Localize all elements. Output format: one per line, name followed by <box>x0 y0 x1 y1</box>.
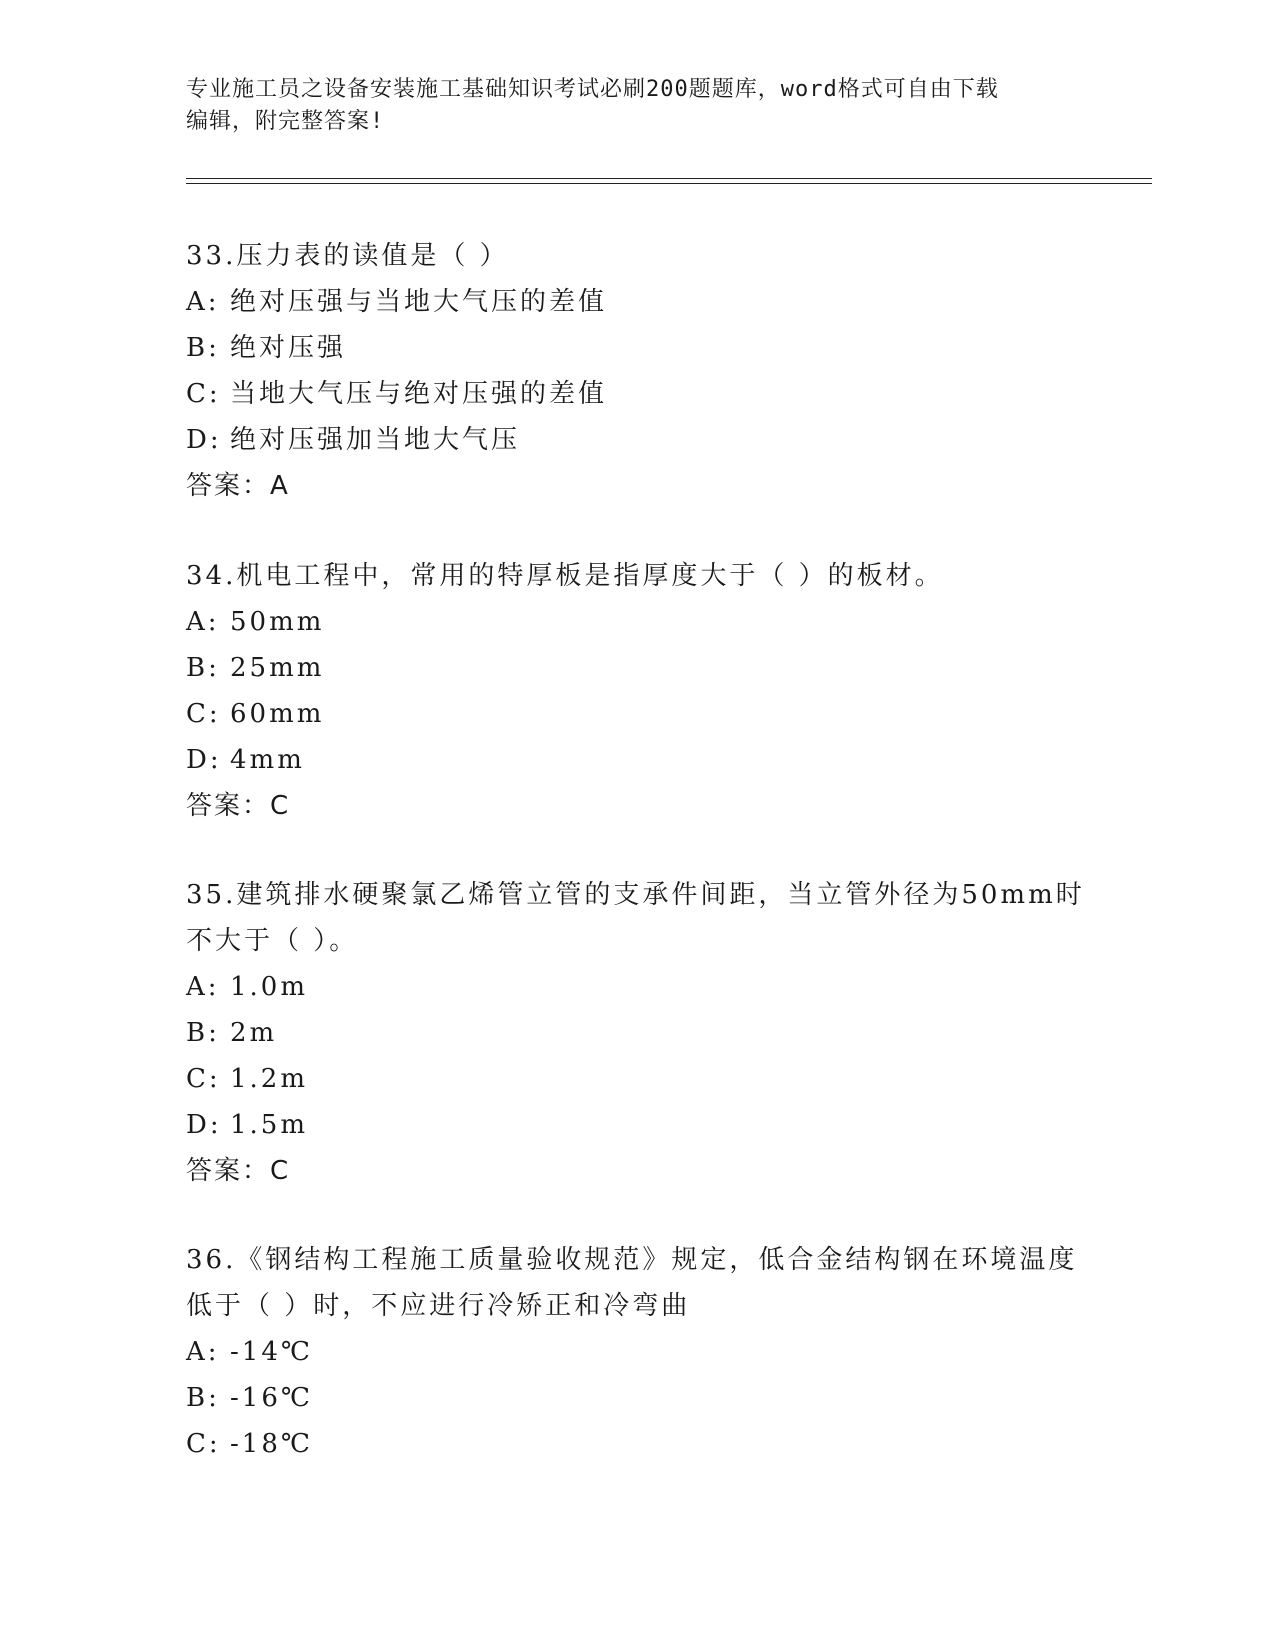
option-a <box>186 599 1086 645</box>
option-text: 4mm <box>230 745 305 775</box>
option-text: 2m <box>230 1018 278 1048</box>
question-36 <box>186 1237 1086 1467</box>
answer-line: 答案：C <box>186 791 291 821</box>
question-35 <box>186 872 1086 1194</box>
question-33 <box>186 233 1086 509</box>
option-d <box>186 417 1086 463</box>
option-b <box>186 645 1086 691</box>
question-stem: 35.建筑排水硬聚氯乙烯管立管的支承件间距，当立管外径为50mm时不大于（ ）。 <box>186 880 1085 956</box>
option-d <box>186 737 1086 783</box>
option-d <box>186 1102 1086 1148</box>
option-text: 绝对压强 <box>230 333 347 363</box>
option-c <box>186 1056 1086 1102</box>
option-key: C: <box>186 1064 221 1094</box>
option-text: -16℃ <box>230 1383 313 1413</box>
header-line-2: 编辑，附完整答案! <box>186 109 385 134</box>
document-header <box>186 74 1066 138</box>
question-stem: 34.机电工程中，常用的特厚板是指厚度大于（ ）的板材。 <box>186 561 944 591</box>
option-key: B: <box>186 1018 220 1048</box>
option-text: 当地大气压与绝对压强的差值 <box>230 379 608 409</box>
option-key: B: <box>186 1383 220 1413</box>
header-line-1: 专业施工员之设备安装施工基础知识考试必刷200题题库，word格式可自由下载 <box>186 77 999 102</box>
option-key: A: <box>186 1337 220 1367</box>
option-key: B: <box>186 653 220 683</box>
option-text: 50mm <box>230 607 325 637</box>
option-text: 60mm <box>230 699 325 729</box>
question-34 <box>186 553 1086 829</box>
option-a <box>186 964 1086 1010</box>
header-divider-top <box>186 178 1152 179</box>
option-key: C: <box>186 699 221 729</box>
option-key: A: <box>186 607 220 637</box>
option-b <box>186 1375 1086 1421</box>
option-b <box>186 1010 1086 1056</box>
question-stem: 36.《钢结构工程施工质量验收规范》规定，低合金结构钢在环境温度低于（ ）时，不应进行冷矫正和冷弯曲 <box>186 1245 1078 1321</box>
answer-line: 答案：C <box>186 1156 291 1186</box>
option-text: 绝对压强与当地大气压的差值 <box>230 287 608 317</box>
option-key: A: <box>186 287 220 317</box>
option-b <box>186 325 1086 371</box>
option-c <box>186 371 1086 417</box>
option-text: 25mm <box>230 653 325 683</box>
option-text: 绝对压强加当地大气压 <box>230 425 521 455</box>
option-text: -14℃ <box>230 1337 313 1367</box>
option-key: D: <box>186 1110 222 1140</box>
option-text: 1.2m <box>230 1064 309 1094</box>
option-text: -18℃ <box>230 1429 313 1459</box>
option-a <box>186 279 1086 325</box>
option-c <box>186 1421 1086 1467</box>
answer-line: 答案：A <box>186 471 290 501</box>
option-key: B: <box>186 333 220 363</box>
option-key: C: <box>186 379 221 409</box>
header-divider-bottom <box>186 183 1152 184</box>
option-key: A: <box>186 972 220 1002</box>
option-text: 1.0m <box>230 972 309 1002</box>
option-text: 1.5m <box>230 1110 309 1140</box>
option-a <box>186 1329 1086 1375</box>
question-stem: 33.压力表的读值是（ ） <box>186 241 509 271</box>
option-key: C: <box>186 1429 221 1459</box>
option-c <box>186 691 1086 737</box>
option-key: D: <box>186 425 222 455</box>
option-key: D: <box>186 745 222 775</box>
